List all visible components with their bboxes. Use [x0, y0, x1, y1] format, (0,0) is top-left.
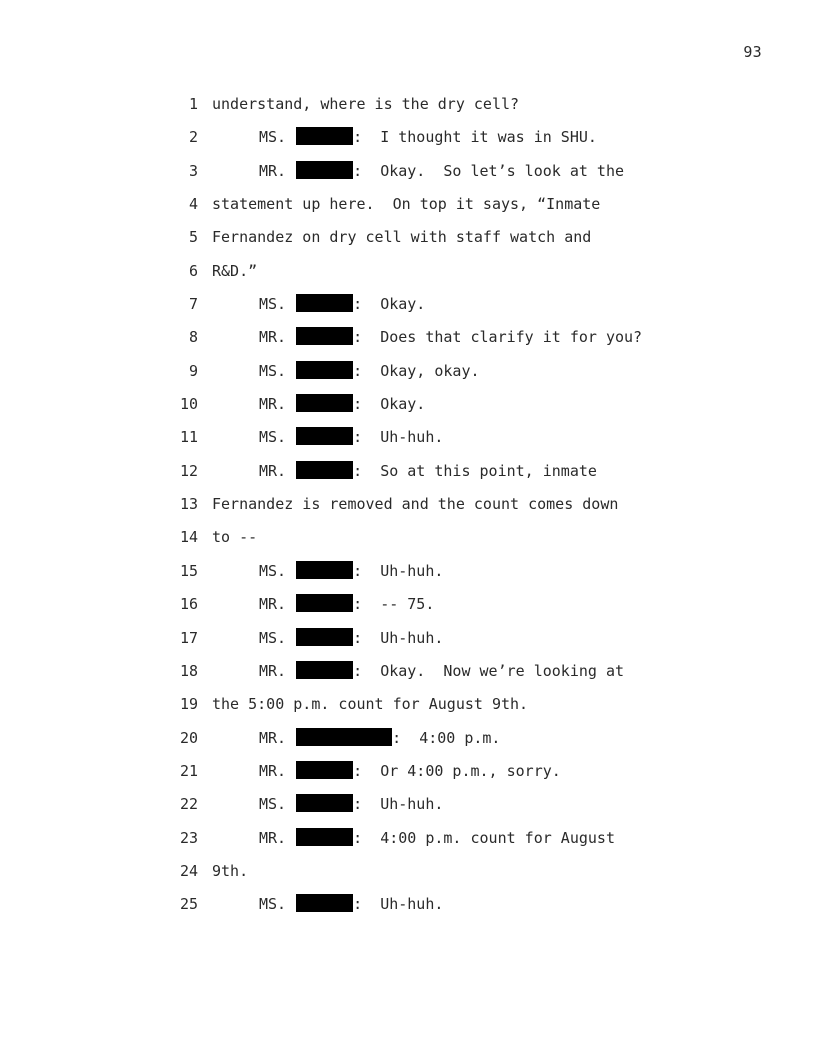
- redaction-box: [296, 761, 353, 779]
- speaker-colon: :: [353, 895, 381, 914]
- speech-text: Does that clarify it for you?: [380, 328, 643, 347]
- line-number: 18: [179, 661, 198, 680]
- speaker-title: MR.: [259, 661, 287, 680]
- transcript-body: [0, 91, 816, 925]
- speaker-turn: [259, 791, 443, 817]
- speaker-turn: [259, 324, 642, 350]
- speaker-title: MR.: [259, 728, 287, 747]
- redaction-box: [296, 794, 353, 812]
- line-number: 20: [179, 728, 198, 747]
- redaction-box: [296, 127, 353, 145]
- speaker-colon: :: [353, 128, 381, 147]
- line-number: 9: [188, 361, 198, 380]
- transcript-line: [0, 625, 816, 658]
- transcript-line: [0, 391, 816, 424]
- line-text: the 5:00 p.m. count for August 9th.: [212, 695, 529, 714]
- line-number: 24: [179, 861, 198, 880]
- redaction-box: [296, 361, 353, 379]
- redaction-box: [296, 628, 353, 646]
- transcript-line: [0, 124, 816, 157]
- speaker-title: MS.: [259, 561, 287, 580]
- transcript-line: [0, 758, 816, 791]
- speech-text: Okay, okay.: [380, 361, 480, 380]
- speaker-title: MS.: [259, 128, 287, 147]
- speaker-colon: :: [353, 395, 381, 414]
- speaker-title: MR.: [259, 328, 287, 347]
- speaker-colon: :: [353, 461, 381, 480]
- transcript-line: [0, 558, 816, 591]
- line-number: 6: [188, 261, 198, 280]
- transcript-line: [0, 524, 816, 557]
- speaker-title: MS.: [259, 295, 287, 314]
- transcript-line: [0, 491, 816, 524]
- redaction-box: [296, 161, 353, 179]
- speaker-turn: [259, 424, 443, 450]
- line-number: 2: [188, 128, 198, 147]
- speaker-turn: [259, 891, 443, 917]
- speech-text: 4:00 p.m.: [419, 728, 501, 747]
- transcript-line: [0, 158, 816, 191]
- speaker-colon: :: [353, 828, 381, 847]
- speaker-colon: :: [353, 428, 381, 447]
- speech-text: Okay.: [380, 395, 426, 414]
- speaker-colon: :: [353, 328, 381, 347]
- redaction-box: [296, 427, 353, 445]
- speaker-turn: [259, 825, 615, 851]
- line-number: 13: [179, 495, 198, 514]
- speaker-title: MR.: [259, 461, 287, 480]
- line-number: 25: [179, 895, 198, 914]
- speech-text: Uh-huh.: [380, 561, 444, 580]
- redaction-box: [296, 461, 353, 479]
- page-number: 93: [743, 43, 762, 61]
- line-number: 8: [188, 328, 198, 347]
- line-text: R&D.”: [212, 261, 258, 280]
- speech-text: Okay. So let’s look at the: [380, 161, 625, 180]
- redaction-box: [296, 894, 353, 912]
- line-number: 15: [179, 561, 198, 580]
- speaker-title: MS.: [259, 361, 287, 380]
- line-number: 14: [179, 528, 198, 547]
- speaker-turn: [259, 458, 597, 484]
- speaker-turn: [259, 124, 597, 150]
- transcript-line: [0, 424, 816, 457]
- speaker-colon: :: [353, 761, 381, 780]
- line-text: Fernandez is removed and the count comes down: [212, 495, 619, 514]
- line-number: 11: [179, 428, 198, 447]
- speech-text: So at this point, inmate: [380, 461, 597, 480]
- transcript-line: [0, 291, 816, 324]
- line-number: 16: [179, 595, 198, 614]
- line-text: to --: [212, 528, 258, 547]
- transcript-line: [0, 825, 816, 858]
- speaker-title: MR.: [259, 595, 287, 614]
- line-number: 12: [179, 461, 198, 480]
- transcript-line: [0, 224, 816, 257]
- speech-text: Or 4:00 p.m., sorry.: [380, 761, 561, 780]
- speaker-colon: :: [353, 295, 381, 314]
- line-number: 23: [179, 828, 198, 847]
- speaker-colon: :: [353, 361, 381, 380]
- transcript-line: [0, 691, 816, 724]
- speaker-title: MR.: [259, 761, 287, 780]
- line-number: 7: [188, 295, 198, 314]
- speaker-turn: [259, 625, 443, 651]
- speaker-turn: [259, 591, 434, 617]
- speaker-turn: [259, 158, 624, 184]
- speaker-turn: [259, 658, 624, 684]
- speaker-title: MS.: [259, 628, 287, 647]
- speech-text: Uh-huh.: [380, 628, 444, 647]
- speaker-colon: :: [353, 795, 381, 814]
- line-number: 10: [179, 395, 198, 414]
- speaker-title: MS.: [259, 895, 287, 914]
- speaker-turn: [259, 558, 443, 584]
- line-number: 22: [179, 795, 198, 814]
- redaction-box: [296, 294, 353, 312]
- speaker-colon: :: [353, 161, 381, 180]
- transcript-line: [0, 358, 816, 391]
- speaker-title: MS.: [259, 428, 287, 447]
- transcript-line: [0, 791, 816, 824]
- speaker-title: MR.: [259, 161, 287, 180]
- redaction-box: [296, 594, 353, 612]
- line-text: 9th.: [212, 861, 249, 880]
- transcript-line: [0, 91, 816, 124]
- line-text: statement up here. On top it says, “Inmate: [212, 195, 601, 214]
- speaker-turn: [259, 391, 425, 417]
- transcript-line: [0, 258, 816, 291]
- speaker-title: MS.: [259, 795, 287, 814]
- line-number: 19: [179, 695, 198, 714]
- line-number: 4: [188, 195, 198, 214]
- speaker-colon: :: [353, 661, 381, 680]
- redaction-box: [296, 561, 353, 579]
- line-number: 3: [188, 161, 198, 180]
- speaker-turn: [259, 758, 561, 784]
- transcript-line: [0, 891, 816, 924]
- line-number: 5: [188, 228, 198, 247]
- line-text: understand, where is the dry cell?: [212, 95, 520, 113]
- speaker-turn: [259, 358, 480, 384]
- speech-text: Okay. Now we’re looking at: [380, 661, 625, 680]
- line-number: 17: [179, 628, 198, 647]
- speaker-turn: [259, 291, 425, 317]
- line-number: 21: [179, 761, 198, 780]
- transcript-line: [0, 458, 816, 491]
- redaction-box: [296, 327, 353, 345]
- redaction-box: [296, 394, 353, 412]
- speech-text: 4:00 p.m. count for August: [380, 828, 615, 847]
- speaker-title: MR.: [259, 828, 287, 847]
- transcript-line: [0, 658, 816, 691]
- redaction-box: [296, 661, 353, 679]
- speech-text: I thought it was in SHU.: [380, 128, 597, 147]
- transcript-line: [0, 324, 816, 357]
- redaction-box: [296, 828, 353, 846]
- speaker-turn: [259, 725, 500, 751]
- speech-text: Uh-huh.: [380, 895, 444, 914]
- redaction-box: [296, 728, 392, 746]
- speaker-colon: :: [392, 728, 420, 747]
- transcript-line: [0, 725, 816, 758]
- speech-text: Uh-huh.: [380, 428, 444, 447]
- speech-text: Okay.: [380, 295, 426, 314]
- speaker-colon: :: [353, 595, 381, 614]
- transcript-line: [0, 591, 816, 624]
- line-text: Fernandez on dry cell with staff watch and: [212, 228, 592, 247]
- speaker-colon: :: [353, 561, 381, 580]
- speaker-colon: :: [353, 628, 381, 647]
- speech-text: -- 75.: [380, 595, 435, 614]
- line-number: 1: [188, 95, 198, 113]
- transcript-line: [0, 858, 816, 891]
- transcript-line: [0, 191, 816, 224]
- speaker-title: MR.: [259, 395, 287, 414]
- speech-text: Uh-huh.: [380, 795, 444, 814]
